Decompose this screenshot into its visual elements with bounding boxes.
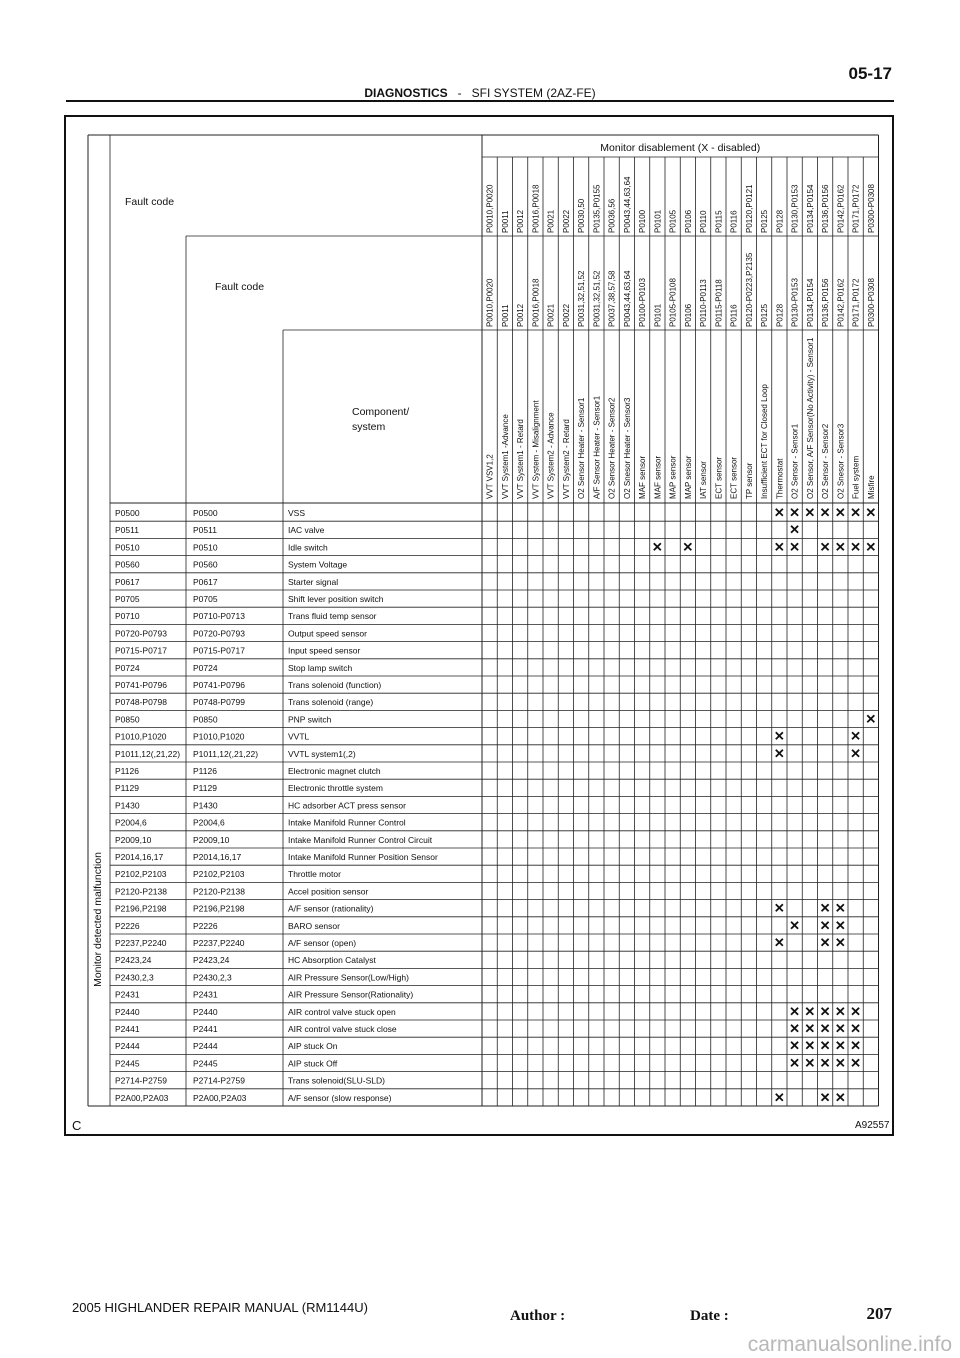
column-component-name: O2 Sensor, A/F Sensor(No Activity) - Sensor1 [805,337,815,499]
row-fault-code-range: P0710-P0713 [193,611,245,622]
column-component-name: MAP sensor [683,455,693,499]
row-fault-code: P2102,P2103 [115,869,167,880]
row-component-name: HC adsorber ACT press sensor [288,800,406,811]
row-component-name: VSS [288,508,306,518]
footer-page-number: 207 [866,1304,892,1323]
fault-code-label: Fault code [125,196,175,208]
column-code: P0100 [638,209,648,233]
disabled-mark: ✕ [834,1003,846,1019]
row-fault-code-range: P0511 [193,525,217,536]
column-code-range: P0120-P0223,P2135 [744,252,754,327]
row-component-name: A/F sensor (rationality) [288,903,374,914]
row-component-name: Intake Manifold Runner Control [288,817,406,828]
row-fault-code: P1126 [115,766,139,776]
disabled-mark: ✕ [850,505,862,520]
row-fault-code: P2A00,P2A03 [115,1092,169,1103]
disabled-mark: ✕ [850,1038,862,1054]
disabled-mark: ✕ [834,539,846,555]
column-component-name: O2 Snesor Heater - Sensor3 [622,397,632,499]
column-code-range: P0105-P0108 [668,278,678,327]
column-code-range: P0101 [653,303,663,327]
row-fault-code: P2237,P2240 [115,938,167,948]
row-fault-code: P0715-P0717 [115,645,167,656]
column-code: P0135,P0155 [592,184,602,233]
row-fault-code: P0705 [115,594,140,604]
column-code-range: P0300-P0308 [866,278,876,327]
column-code-range: P0010,P0020 [485,278,495,327]
row-component-name: A/F sensor (slow response) [288,1092,392,1103]
disabled-mark: ✕ [819,1003,831,1019]
row-component-name: BARO sensor [288,920,340,931]
row-fault-code: P0710 [115,611,140,622]
row-fault-code: P0511 [115,525,139,536]
row-fault-code: P1010,P1020 [115,731,167,742]
row-component-name: PNP switch [288,714,332,725]
row-fault-code-range: P0705 [193,594,218,604]
row-component-name: Trans solenoid (range) [288,697,374,708]
disabled-mark: ✕ [789,1021,801,1036]
row-component-name: AIP stuck Off [288,1058,338,1069]
subsection-title: SFI SYSTEM (2AZ-FE) [471,86,596,100]
column-component-name: A/F Sensor Heater - Sensor1 [592,395,602,499]
row-fault-code: P0500 [115,508,140,518]
column-code-range: P0021 [546,303,556,327]
watermark: carmanualsonline.info [747,1333,952,1356]
row-fault-code: P2445 [115,1058,140,1069]
row-fault-code: P2423,24 [115,955,152,966]
disabled-mark: ✕ [834,1038,846,1054]
row-component-name: Throttle motor [288,869,341,880]
row-fault-code-range: P2004,6 [193,817,225,828]
column-code: P0110 [699,210,709,233]
disabled-mark: ✕ [834,935,846,950]
disabled-mark: ✕ [834,1089,846,1105]
row-fault-code: P2226 [115,920,140,931]
column-code: P0106 [683,209,693,233]
disabled-mark: ✕ [865,539,877,555]
column-component-name: MAF sensor [653,455,663,499]
row-fault-code-range: P2102,P2103 [193,869,245,880]
disabled-mark: ✕ [773,1089,785,1105]
column-code-range: P0016,P0018 [531,278,541,327]
disabled-mark: ✕ [850,1003,862,1019]
row-fault-code-range: P1430 [193,800,218,811]
row-fault-code: P0560 [115,559,140,570]
row-component-name: Trans fluid temp sensor [288,611,377,622]
row-fault-code-range: P0741-P0796 [193,680,245,690]
disabled-mark: ✕ [651,539,663,555]
row-fault-code: P0741-P0796 [115,680,167,690]
column-component-name: O2 Snesor - Sensor3 [836,423,846,499]
row-component-name: AIR Pressure Sensor(Low/High) [288,972,409,983]
column-component-name: Insufficient ECT for Closed Loop [760,384,770,499]
column-component-name: VVT System2 - Retard [561,419,571,499]
figure-id: A92557 [855,1120,890,1131]
row-fault-code-range: P2423,24 [193,955,230,966]
row-fault-code-range: P2441 [193,1024,218,1034]
disabled-mark: ✕ [804,1003,816,1019]
row-fault-code-range: P2196,P2198 [193,903,245,914]
row-component-name: Trans solenoid(SLU-SLD) [288,1075,385,1086]
column-code: P0022 [561,209,571,233]
column-component-name: VVT VSV1,2 [485,454,495,499]
disabled-mark: ✕ [850,745,862,761]
column-component-name: IAT sensor [699,461,709,499]
column-code: P0011 [500,210,510,233]
disabled-mark: ✕ [834,505,846,520]
disabled-mark: ✕ [789,539,801,555]
row-fault-code: P2004,6 [115,817,147,828]
row-fault-code: P0720-P0793 [115,628,167,639]
row-fault-code: P0850 [115,714,140,725]
row-fault-code: P2444 [115,1041,140,1052]
disabled-mark: ✕ [850,1055,862,1071]
column-code-range: P0116 [729,304,739,327]
header-separator: - [457,86,462,100]
row-fault-code-range: P2444 [193,1041,218,1052]
column-code-range: P0128 [775,303,785,327]
disabled-mark: ✕ [789,522,801,538]
column-code-range: P0171,P0172 [851,278,861,327]
row-fault-code: P2431 [115,989,140,1000]
disabled-mark: ✕ [865,505,877,520]
row-component-name: Shift lever position switch [288,594,384,604]
disabled-mark: ✕ [819,1021,831,1036]
column-code: P0171,P0172 [851,184,861,233]
column-code: P0016,P0018 [531,184,541,233]
column-component-name: TP sensor [744,462,754,499]
column-code: P0105 [668,209,678,233]
disabled-mark: ✕ [850,1021,862,1036]
row-fault-code-range: P2714-P2759 [193,1075,245,1086]
disabled-mark: ✕ [804,1038,816,1054]
row-component-name: AIR control valve stuck open [288,1006,396,1017]
disabled-mark: ✕ [819,1055,831,1071]
column-code-range: P0031,32,51,52 [577,270,587,327]
column-component-name: O2 Sensor Heater - Sensor1 [577,397,587,499]
column-code: P0134,P0154 [805,184,815,233]
column-code: P0120,P0121 [744,184,754,233]
column-code-range: P0136,P0156 [821,278,831,327]
disabled-mark: ✕ [834,917,846,933]
column-code-range: P0011 [500,304,510,327]
disabled-mark: ✕ [773,505,785,520]
disabled-mark: ✕ [789,1055,801,1071]
row-fault-code-range: P1011,12(,21,22) [193,748,259,759]
disabled-mark: ✕ [819,1038,831,1054]
row-fault-code-range: P0724 [193,662,218,673]
row-component-name: System Voltage [288,559,348,570]
row-fault-code-range: P2009,10 [193,834,230,845]
row-fault-code: P2430,2,3 [115,972,154,983]
disabled-mark: ✕ [819,900,831,916]
row-component-name: Trans solenoid (function) [288,680,382,690]
disabled-mark: ✕ [789,505,801,520]
row-fault-code-range: P0560 [193,559,218,570]
column-code: P0142,P0162 [836,184,846,233]
column-component-name: ECT sensor [714,456,724,499]
row-fault-code: P2196,P2198 [115,903,167,914]
row-fault-code-range: P2237,P2240 [193,938,245,948]
row-fault-code-range: P0720-P0793 [193,628,245,639]
column-component-name: O2 Sensor - Sensor2 [821,423,831,499]
column-code: P0115 [714,210,724,233]
column-code: P0136,P0156 [821,184,831,233]
column-component-name: O2 Sensor Heater - Sensor2 [607,397,617,499]
column-component-name: Misfire [866,475,876,499]
row-component-name: VVTL system1(,2) [288,748,356,759]
disabled-mark: ✕ [773,935,785,950]
disabled-mark: ✕ [789,1003,801,1019]
row-fault-code-range: P2440 [193,1006,218,1017]
column-component-name: Fuel system [851,455,861,499]
component-label: Component/ [352,406,410,418]
column-code-range: P0106 [683,303,693,327]
column-component-name: MAP sensor [668,455,678,499]
disabled-mark: ✕ [773,900,785,916]
row-fault-code-range: P1010,P1020 [193,731,245,742]
column-code-range: P0134,P0154 [805,278,815,327]
column-code: P0130,P0153 [790,184,800,233]
disabled-mark: ✕ [834,1055,846,1071]
column-code-range: P0012 [516,303,526,327]
row-component-name: Intake Manifold Runner Position Sensor [288,852,438,862]
column-code: P0125 [760,209,770,233]
row-fault-code: P2714-P2759 [115,1075,167,1086]
row-component-name: AIP stuck On [288,1041,338,1052]
row-fault-code: P0510 [115,542,140,553]
column-code: P0101 [653,209,663,233]
column-component-name: ECT sensor [729,456,739,499]
column-code-range: P0125 [760,303,770,327]
column-component-name: VVT System1 -Advance [500,414,510,499]
row-fault-code-range: P2445 [193,1058,218,1069]
row-component-name: A/F sensor (open) [288,938,357,948]
disabled-mark: ✕ [819,935,831,950]
row-fault-code-range: P2120-P2138 [193,886,245,897]
row-component-name: AIR Pressure Sensor(Rationality) [288,989,414,1000]
column-code: P0021 [546,209,556,233]
system-label: system [352,421,386,433]
row-fault-code-range: P0715-P0717 [193,645,245,656]
row-fault-code-range: P0500 [193,508,218,518]
disabled-mark: ✕ [834,1021,846,1036]
row-component-name: Stop lamp switch [288,662,353,673]
disabled-mark: ✕ [773,728,785,744]
section-title: DIAGNOSTICS [364,86,448,100]
row-fault-code: P2120-P2138 [115,886,167,897]
disabled-mark: ✕ [819,505,831,520]
row-component-name: Intake Manifold Runner Control Circuit [288,834,433,845]
row-component-name: Electronic throttle system [288,783,383,794]
column-code-range: P0022 [561,303,571,327]
row-fault-code-range: P2A00,P2A03 [193,1092,247,1103]
disabled-mark: ✕ [773,539,785,555]
disabled-mark: ✕ [804,505,816,520]
disabled-mark: ✕ [789,917,801,933]
disabled-mark: ✕ [804,1055,816,1071]
column-component-name: VVT System1 - Retard [516,419,526,499]
side-label-monitor-detected: Monitor detected malfunction [92,852,104,987]
author-label: Author : [510,1308,566,1324]
row-fault-code-range: P2226 [193,920,218,931]
column-code: P0116 [729,210,739,233]
disabled-mark: ✕ [819,917,831,933]
row-component-name: VVTL [288,731,310,742]
date-label: Date : [690,1308,729,1324]
row-fault-code-range: P1126 [193,766,217,776]
disabled-mark: ✕ [834,900,846,916]
row-fault-code: P2009,10 [115,834,152,845]
monitor-disablement-title: Monitor disablement (X - disabled) [600,142,761,154]
disabled-mark: ✕ [819,539,831,555]
column-code-range: P0043,44,63,64 [622,270,632,327]
column-code-range: P0100-P0103 [638,278,648,327]
column-code-range: P0142,P0162 [836,278,846,327]
row-component-name: Starter signal [288,576,339,587]
column-code: P0043,44,63,64 [622,176,632,233]
row-fault-code-range: P2014,16,17 [193,852,242,862]
row-fault-code-range: P0748-P0799 [193,697,245,708]
disabled-mark: ✕ [789,1038,801,1054]
row-fault-code-range: P0510 [193,542,218,553]
row-component-name: Electronic magnet clutch [288,766,381,776]
figure-reference-letter: C [72,1118,82,1133]
disabled-mark: ✕ [819,1089,831,1105]
disabled-mark: ✕ [850,728,862,744]
column-component-name: VVT System - Misalignment [531,400,541,499]
column-component-name: VVT System2 - Advance [546,412,556,499]
row-fault-code: P2014,16,17 [115,852,164,862]
row-fault-code: P0748-P0798 [115,697,167,708]
row-fault-code: P1129 [115,783,139,794]
row-component-name: Idle switch [288,542,328,553]
row-fault-code-range: P0850 [193,714,218,725]
disabled-mark: ✕ [682,539,694,555]
row-fault-code: P2441 [115,1024,140,1034]
column-code-range: P0115-P0118 [714,279,724,327]
disabled-mark: ✕ [865,711,877,727]
disabled-mark: ✕ [804,1021,816,1036]
page-number: 05-17 [848,64,892,83]
disabled-mark: ✕ [850,539,862,555]
column-code-range: P0031,32,51,52 [592,270,602,327]
row-fault-code: P1011,12(,21,22) [115,748,181,759]
fault-code-label-secondary: Fault code [215,281,265,293]
column-code-range: P0130-P0153 [790,278,800,327]
column-code: P0300-P0308 [866,184,876,233]
disabled-mark: ✕ [773,745,785,761]
manual-title: 2005 HIGHLANDER REPAIR MANUAL (RM1144U) [72,1300,368,1315]
row-fault-code-range: P2430,2,3 [193,972,232,983]
row-fault-code: P2440 [115,1006,140,1017]
column-component-name: Thermostat [775,458,785,499]
column-code: P0012 [516,209,526,233]
column-component-name: O2 Sensor - Sensor1 [790,423,800,499]
row-fault-code-range: P0617 [193,576,218,587]
column-component-name: MAF sensor [638,455,648,499]
row-component-name: Input speed sensor [288,645,361,656]
column-code-range: P0110-P0113 [699,279,709,327]
row-component-name: Output speed sensor [288,628,367,639]
row-fault-code-range: P1129 [193,783,217,794]
column-code: P0010,P0020 [485,184,495,233]
row-fault-code: P0617 [115,576,140,587]
column-code: P0036,56 [607,198,617,233]
row-component-name: AIR control valve stuck close [288,1024,397,1034]
row-fault-code: P1430 [115,800,140,811]
row-fault-code-range: P2431 [193,989,218,1000]
row-component-name: IAC valve [288,525,325,536]
row-component-name: HC Absorption Catalyst [288,955,376,966]
column-code: P0030,50 [577,198,587,233]
row-component-name: Accel position sensor [288,886,369,897]
row-fault-code: P0724 [115,662,140,673]
column-code-range: P0037,38,57,58 [607,270,617,327]
column-code: P0128 [775,209,785,233]
